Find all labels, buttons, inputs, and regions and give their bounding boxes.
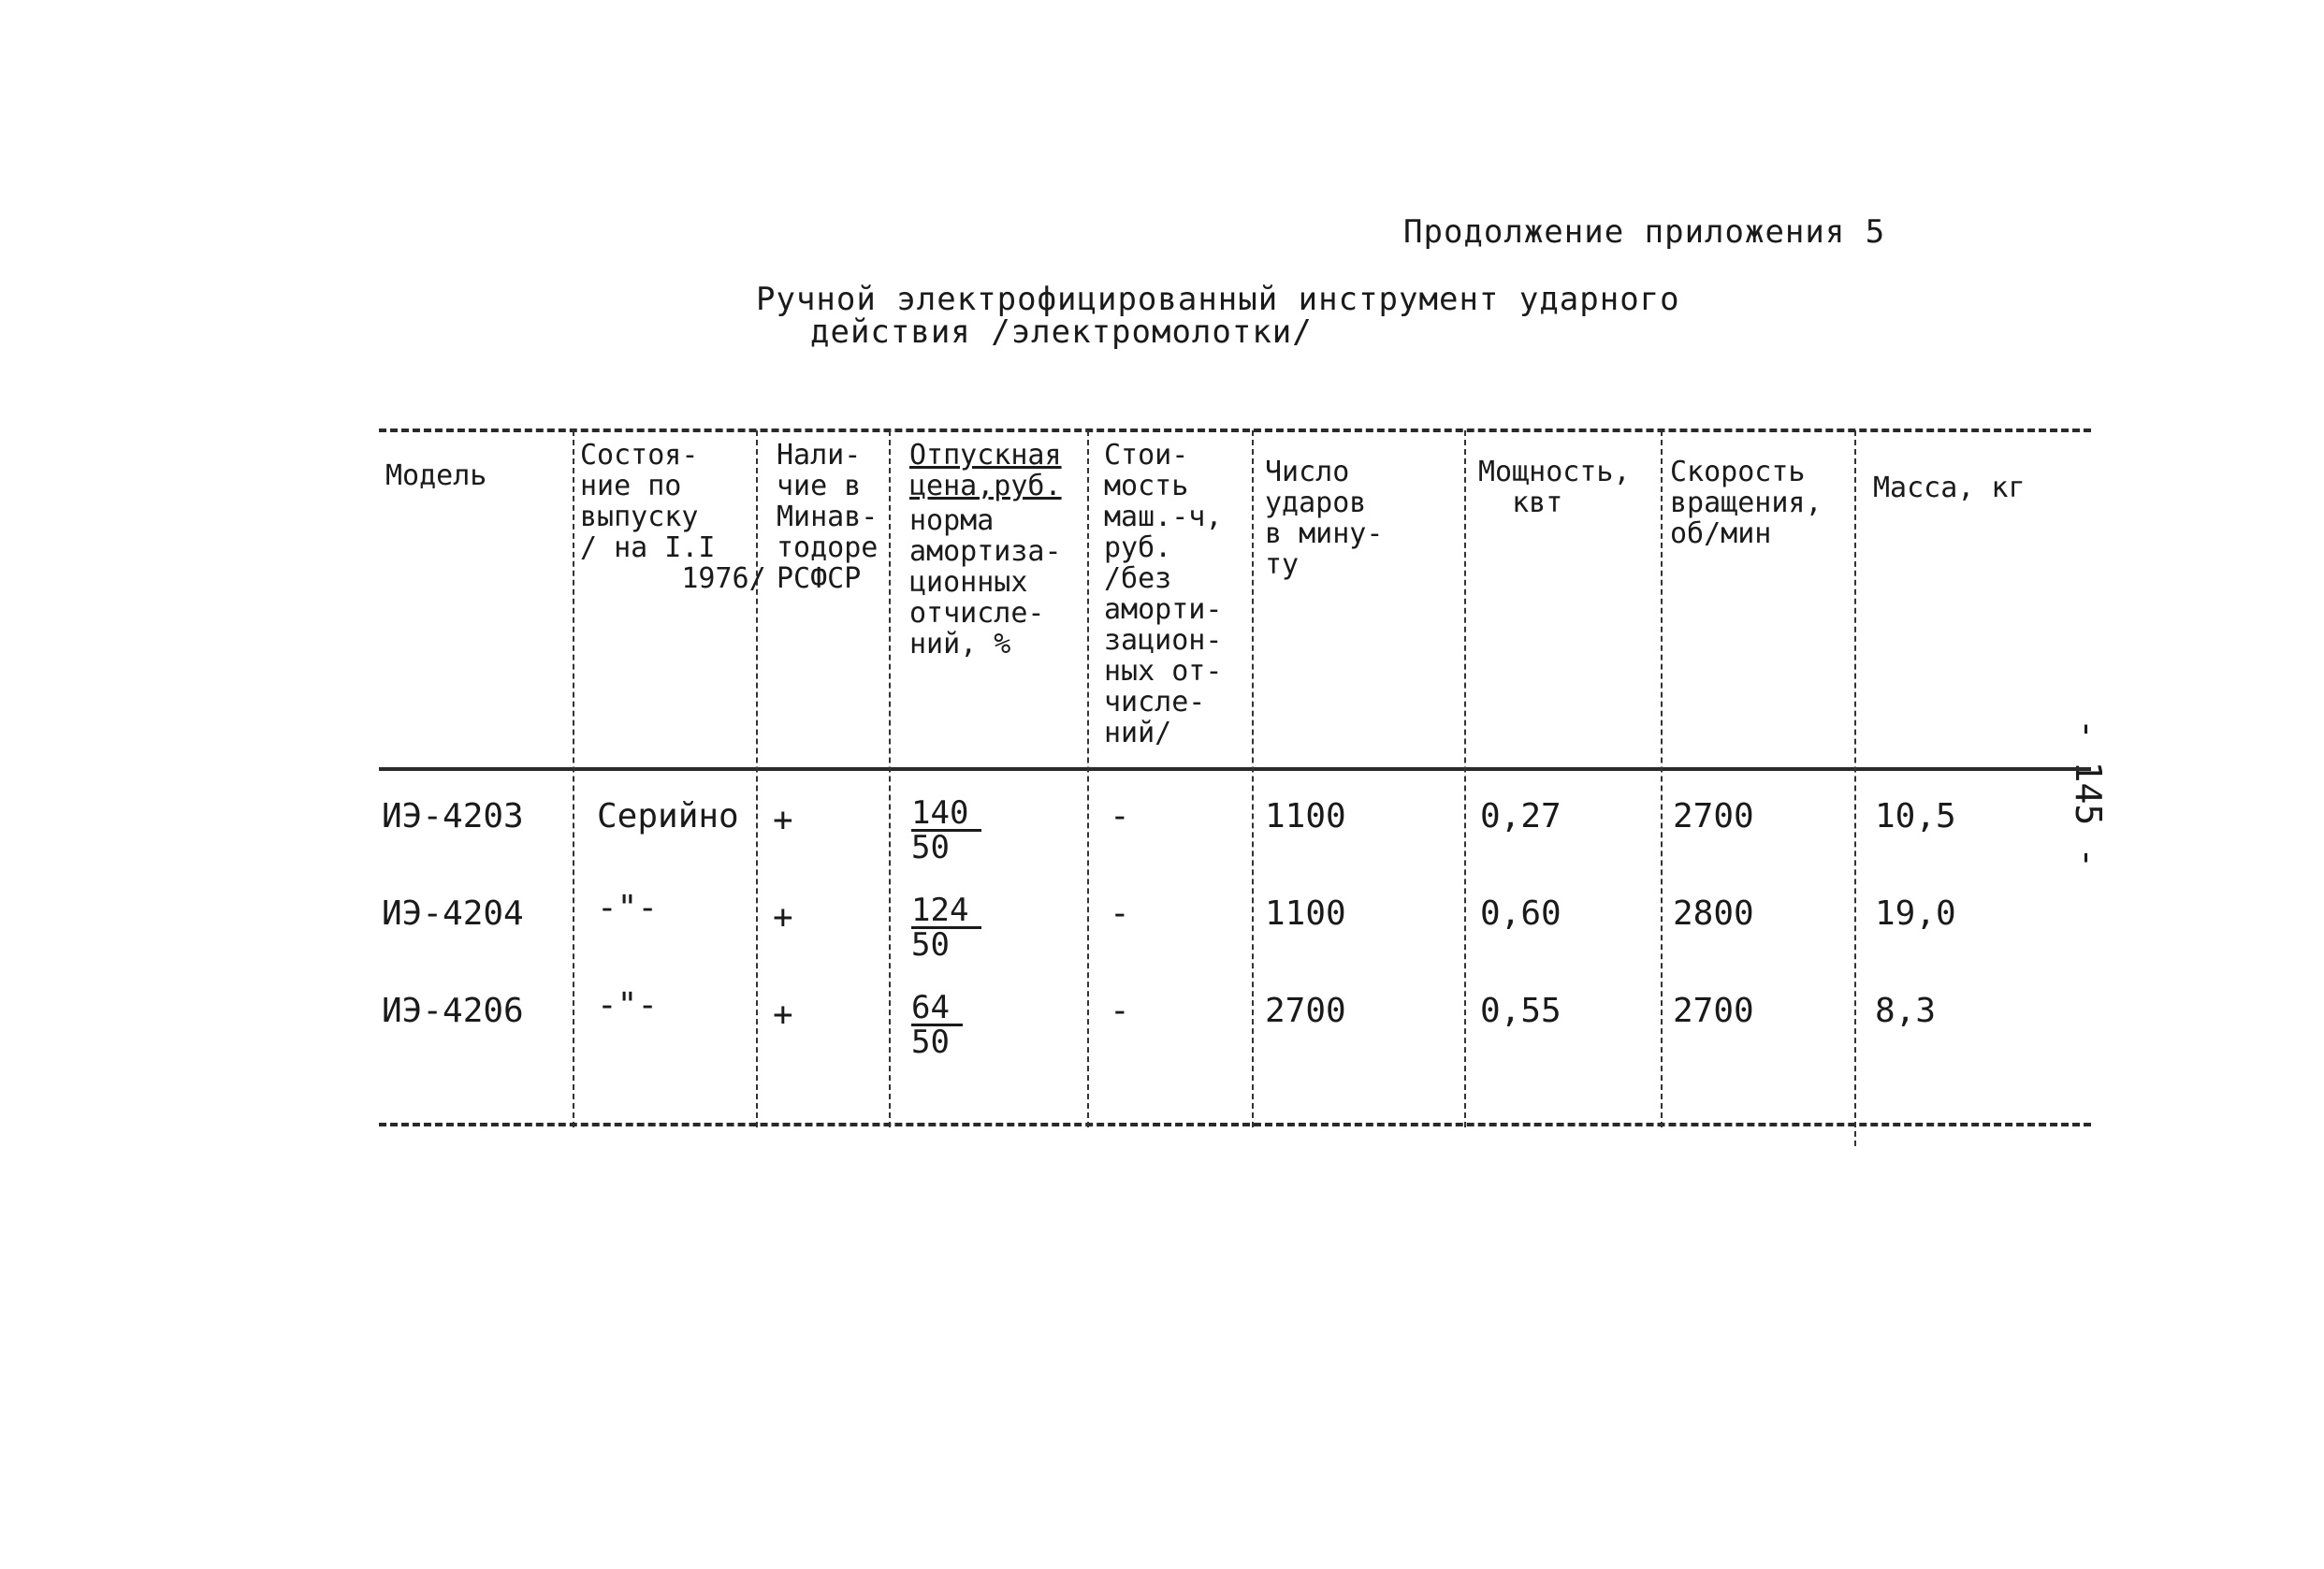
header-speed: Скорость вращения, об/мин — [1670, 456, 1823, 550]
cell-blows: 1100 — [1265, 894, 1346, 933]
cell-power: 0,27 — [1480, 797, 1561, 835]
header-state: Состоя- ние по выпуску / на I.I 1976/ — [580, 439, 766, 595]
cell-price: 64 — [911, 992, 963, 1026]
cell-model: ИЭ-4206 — [382, 992, 524, 1030]
cell-amortization: 50 — [911, 829, 950, 866]
cell-speed: 2700 — [1673, 797, 1754, 835]
cell-price-fraction — [911, 989, 963, 1061]
cell-blows: 1100 — [1265, 797, 1346, 835]
column-divider — [1087, 430, 1089, 1127]
cell-availability: + — [773, 995, 793, 1034]
cell-price: 140 — [911, 797, 981, 832]
cell-cost: - — [1110, 992, 1130, 1030]
column-divider — [889, 430, 891, 1127]
cell-amortization: 50 — [911, 926, 950, 964]
cell-price-fraction — [911, 794, 981, 866]
page-number: - 145 - — [2068, 718, 2109, 869]
cell-state: -"- — [597, 986, 659, 1024]
header-power: Мощность, квт — [1478, 456, 1631, 519]
cell-availability: + — [773, 801, 793, 839]
cell-speed: 2800 — [1673, 894, 1754, 933]
cell-mass: 8,3 — [1875, 992, 1937, 1030]
cell-availability: + — [773, 898, 793, 937]
header-model: Модель — [385, 459, 487, 492]
cell-cost: - — [1110, 894, 1130, 933]
cell-state: Серийно — [597, 797, 739, 835]
table-bottom-rule — [379, 1123, 2091, 1126]
cell-power: 0,55 — [1480, 992, 1561, 1030]
cell-mass: 10,5 — [1875, 797, 1956, 835]
header-availability: Нали- чие в Минав- тодоре РСФСР — [777, 439, 879, 595]
cell-cost: - — [1110, 797, 1130, 835]
cell-state: -"- — [597, 889, 659, 927]
cell-price-fraction — [911, 892, 981, 964]
column-divider — [1464, 430, 1466, 1127]
header-mass: Масса, кг — [1873, 472, 2026, 504]
column-divider — [1854, 430, 1856, 1146]
header-cost: Стои- мость маш.-ч, руб. /без аморти- зацион- ных от- числе- ний/ — [1104, 439, 1223, 749]
cell-speed: 2700 — [1673, 992, 1754, 1030]
cell-model: ИЭ-4204 — [382, 894, 524, 933]
column-divider — [573, 430, 574, 1127]
table-header-rule — [379, 767, 2091, 771]
cell-power: 0,60 — [1480, 894, 1561, 933]
column-divider — [1661, 430, 1663, 1127]
header-price: Отпускная цена,руб. — [909, 439, 1062, 502]
cell-model: ИЭ-4203 — [382, 797, 524, 835]
cell-amortization: 50 — [911, 1024, 950, 1061]
document-title-line-2: действия /электромолотки/ — [810, 313, 1313, 351]
cell-mass: 19,0 — [1875, 894, 1956, 933]
appendix-note: Продолжение приложения 5 — [1403, 213, 1886, 251]
column-divider — [1252, 430, 1254, 1127]
cell-blows: 2700 — [1265, 992, 1346, 1030]
document-title-line-1: Ручной электрофицированный инструмент ударного — [756, 281, 1680, 318]
header-amortization: норма амортиза- ционных отчисле- ний, % — [909, 504, 1062, 661]
cell-price: 124 — [911, 894, 981, 929]
header-blows: Число ударов в мину- ту — [1265, 456, 1384, 581]
table-top-rule — [379, 429, 2091, 432]
